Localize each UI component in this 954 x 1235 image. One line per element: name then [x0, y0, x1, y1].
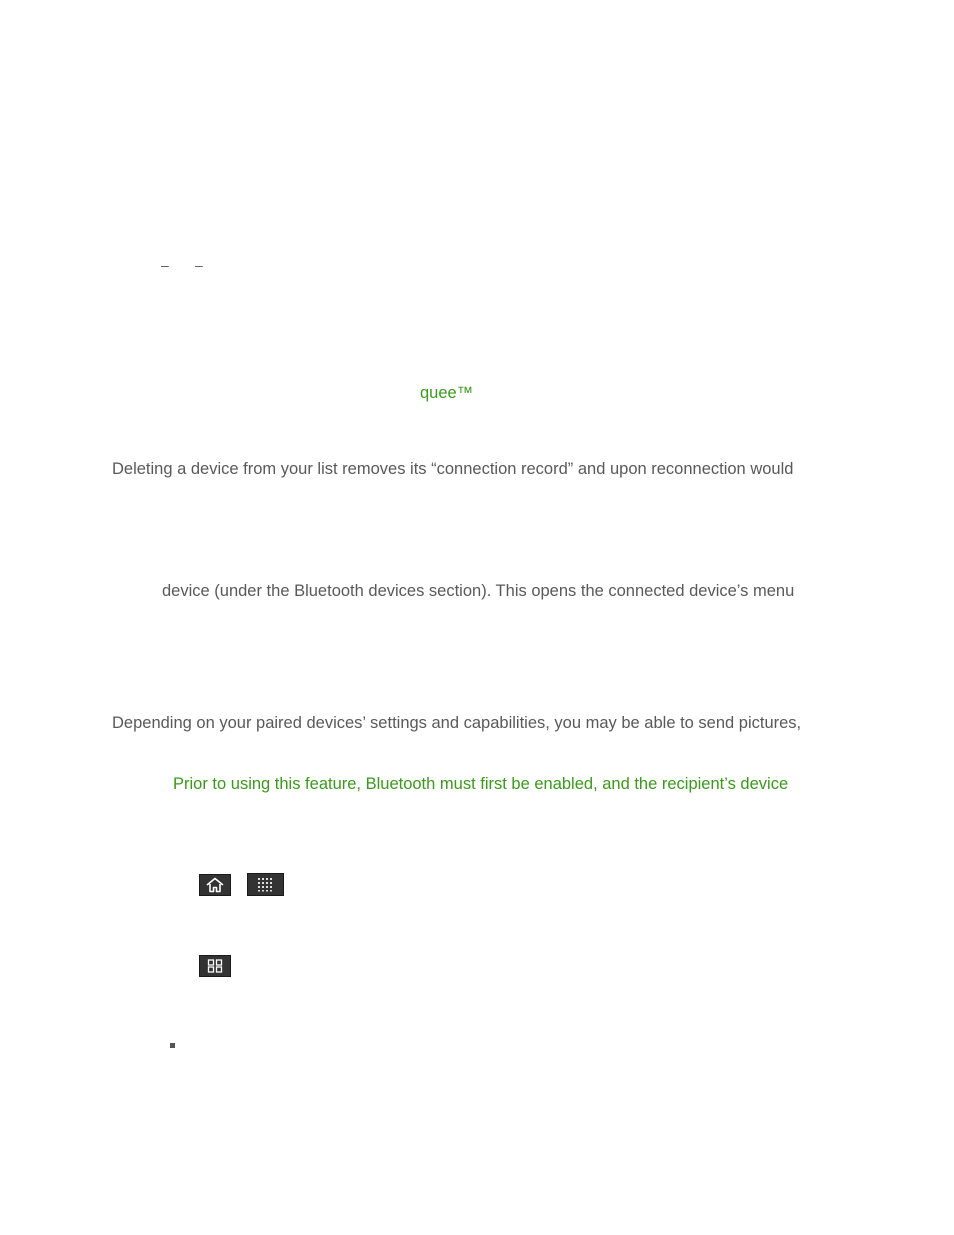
applications-grid-glyph	[257, 877, 275, 892]
connected-device-menu-paragraph: device (under the Bluetooth devices section). This opens the connected device’s menu	[162, 582, 795, 600]
applications-grid-icon	[247, 873, 284, 896]
menu-icon-glyph	[207, 959, 223, 973]
prior-usage-note: Prior to using this feature, Bluetooth must first be enabled, and the recipient’s device	[173, 775, 789, 793]
delete-device-paragraph: Deleting a device from your list removes its “connection record” and upon reconnection would	[112, 460, 794, 478]
dash-fragment: –	[161, 257, 169, 273]
home-icon	[199, 874, 231, 896]
send-items-paragraph: Depending on your paired devices’ settings and capabilities, you may be able to send pictures,	[112, 714, 802, 732]
dash-fragment: –	[195, 257, 203, 273]
home-icon-glyph	[205, 877, 225, 893]
trademark-fragment: quee™	[420, 384, 474, 402]
square-bullet	[170, 1043, 175, 1048]
menu-icon	[199, 955, 231, 977]
